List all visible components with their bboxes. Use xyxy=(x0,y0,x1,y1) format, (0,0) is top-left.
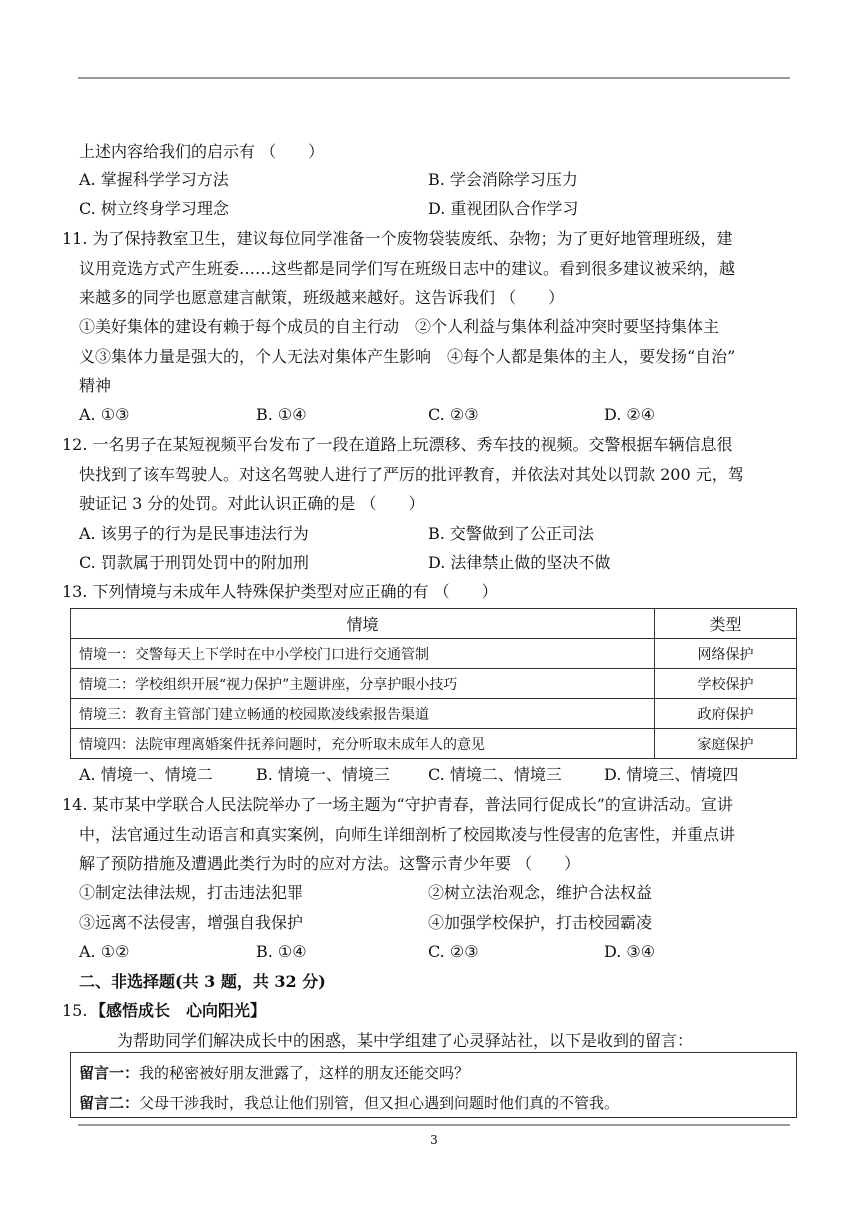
header-type: 类型 xyxy=(655,609,797,639)
q13-option-d: D. 情境三、情境四 xyxy=(604,765,739,784)
q11-line3: 来越多的同学也愿意建言献策，班级越来越好。这告诉我们 （ ） xyxy=(79,288,565,307)
q10-option-c: C. 树立终身学习理念 xyxy=(79,199,229,218)
q11-line1: 11. 为了保持教室卫生，建议每位同学准备一个废物袋装废纸、杂物；为了更好地管理班级，建 xyxy=(62,229,733,248)
message-2 xyxy=(79,1092,619,1113)
q14-line1: 14. 某市某中学联合人民法院举办了一场主题为“守护青春，普法同行促成长”的宣讲活动。宣讲 xyxy=(62,795,733,814)
q13-option-b: B. 情境一、情境三 xyxy=(256,765,390,784)
q10-option-a: A. 掌握科学学习方法 xyxy=(79,170,229,189)
q11-option-a: A. ①③ xyxy=(79,405,130,424)
situation-cell: 情境四：法院审理离婚案件抚养问题时，充分听取未成年人的意见 xyxy=(71,729,655,759)
message-1-label: 留言一： xyxy=(79,1064,140,1082)
message-2-label: 留言二： xyxy=(79,1094,140,1112)
q11-line6: 精神 xyxy=(79,376,112,395)
situation-cell: 情境二：学校组织开展“视力保护”主题讲座，分享护眼小技巧 xyxy=(71,669,655,699)
q11-line4: ①美好集体的建设有赖于每个成员的自主行动 ②个人利益与集体利益冲突时要坚持集体主 xyxy=(79,317,720,336)
q11-option-c: C. ②③ xyxy=(428,405,479,424)
q15-number: 15. xyxy=(62,1001,88,1020)
table-header-row xyxy=(71,609,797,639)
q12-line2: 快找到了该车驾驶人。对这名驾驶人进行了严厉的批评教育，并依法对其处以罚款 200 元，驾 xyxy=(79,465,744,484)
table-row xyxy=(71,669,797,699)
q13-option-a: A. 情境一、情境二 xyxy=(79,765,213,784)
q10-intro: 上述内容给我们的启示有 （ ） xyxy=(79,142,325,161)
q14-option-d: D. ③④ xyxy=(604,942,656,961)
q15-intro: 为帮助同学们解决成长中的困惑，某中学组建了心灵驿站社，以下是收到的留言： xyxy=(117,1031,694,1050)
q14-statement-2: ②树立法治观念，维护合法权益 xyxy=(428,883,653,902)
table-row xyxy=(71,699,797,729)
footer-rule xyxy=(78,1124,790,1126)
message-1 xyxy=(79,1062,469,1083)
situation-cell: 情境一：交警每天上下学时在中小学校门口进行交通管制 xyxy=(71,639,655,669)
q14-option-c: C. ②③ xyxy=(428,942,479,961)
q11-option-d: D. ②④ xyxy=(604,405,656,424)
q14-statement-3: ③远离不法侵害，增强自我保护 xyxy=(79,913,304,932)
q12-line1: 12. 一名男子在某短视频平台发布了一段在道路上玩漂移、秀车技的视频。交警根据车辆信息很 xyxy=(62,435,733,454)
page-number: 3 xyxy=(430,1133,438,1147)
message-1-text: 我的秘密被好朋友泄露了，这样的朋友还能交吗？ xyxy=(139,1064,470,1082)
q12-option-b: B. 交警做到了公正司法 xyxy=(428,524,594,543)
message-2-text: 父母干涉我时，我总让他们别管，但又担心遇到问题时他们真的不管我。 xyxy=(139,1094,620,1112)
message-box xyxy=(70,1052,797,1118)
section-heading: 二、非选择题(共 3 题，共 32 分) xyxy=(79,972,326,991)
type-cell: 政府保护 xyxy=(655,699,797,729)
table-row xyxy=(71,729,797,759)
q14-statement-1: ①制定法律法规，打击违法犯罪 xyxy=(79,883,304,902)
q12-option-a: A. 该男子的行为是民事违法行为 xyxy=(79,524,309,543)
q14-option-b: B. ①④ xyxy=(256,942,307,961)
q11-line2: 议用竞选方式产生班委……这些都是同学们写在班级日志中的建议。看到很多建议被采纳，越 xyxy=(79,259,736,278)
q14-line2: 中，法官通过生动语言和真实案例，向师生详细剖析了校园欺凌与性侵害的危害性，并重点讲 xyxy=(79,825,736,844)
q11-option-b: B. ①④ xyxy=(256,405,307,424)
q15-title: 【感悟成长 心向阳光】 xyxy=(90,1001,267,1020)
situation-cell: 情境三：教育主管部门建立畅通的校园欺凌线索报告渠道 xyxy=(71,699,655,729)
q14-line3: 解了预防措施及遭遇此类行为时的应对方法。这警示青少年要 （ ） xyxy=(79,854,581,873)
type-cell: 网络保护 xyxy=(655,639,797,669)
q14-option-a: A. ①② xyxy=(79,942,130,961)
q10-option-b: B. 学会消除学习压力 xyxy=(428,170,578,189)
q13-option-c: C. 情境二、情境三 xyxy=(428,765,562,784)
q12-option-d: D. 法律禁止做的坚决不做 xyxy=(428,553,611,572)
q13-stem: 13. 下列情境与未成年人特殊保护类型对应正确的有 （ ） xyxy=(62,582,498,601)
type-cell: 家庭保护 xyxy=(655,729,797,759)
q12-line3: 驶证记 3 分的处罚。对此认识正确的是 （ ） xyxy=(79,494,425,513)
q14-statement-4: ④加强学校保护，打击校园霸凌 xyxy=(428,913,653,932)
q10-option-d: D. 重视团队合作学习 xyxy=(428,199,579,218)
type-cell: 学校保护 xyxy=(655,669,797,699)
header-situation: 情境 xyxy=(71,609,655,639)
table-row xyxy=(71,639,797,669)
q12-option-c: C. 罚款属于刑罚处罚中的附加刑 xyxy=(79,553,309,572)
q11-line5: 义③集体力量是强大的，个人无法对集体产生影响 ④每个人都是集体的主人，要发扬“自治” xyxy=(79,347,736,366)
situation-table xyxy=(70,608,797,759)
header-rule xyxy=(78,77,790,79)
